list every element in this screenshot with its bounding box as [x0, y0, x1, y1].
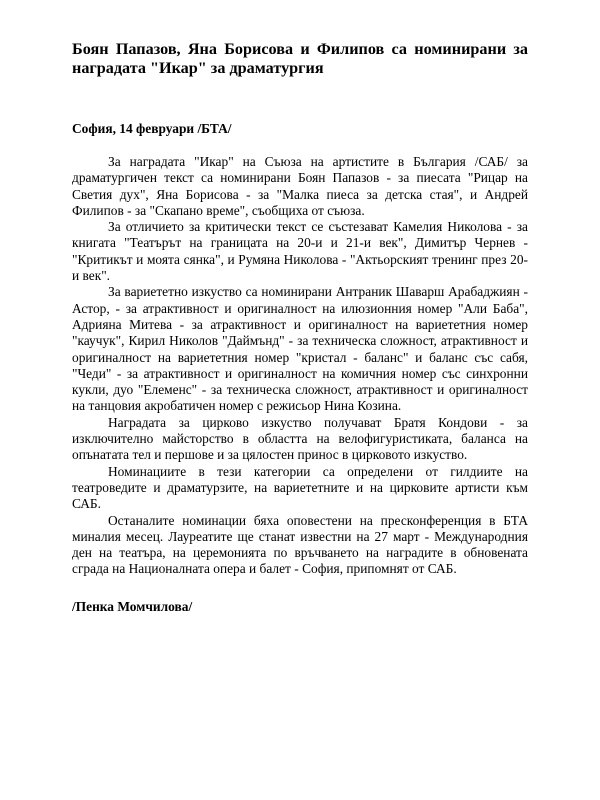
article-paragraph: За отличието за критически текст се състезават Камелия Николова - за книгата "Театърът на границата на 20-и и 21-и век", Димитър Чернев - "Критикът и моята сянка", и Румяна Николова - "Актьорският тренинг през 20-и век".: [72, 219, 528, 284]
article-paragraph: За вариететно изкуство са номинирани Антраник Шаварш Арабаджиян - Астор, - за атрактивност и оригиналност на илюзионния номер "Али Баба", Адрияна Митева - за атрактивност и оригиналност на вариететния номер "каучук", Кирил Николов "Даймънд" - за техническа сложност, атрактивност и оригиналност на вариететния номер "кристал - баланс" и баланс със сабя, "Чеди" - за атрактивност и оригиналност на комичния номер със синхронни кукли, дуо "Елеменс" - за техническа сложност, атрактивност и оригиналност на танцовия акробатичен номер с режисьор Нина Козина.: [72, 284, 528, 414]
article-paragraph: Наградата за цирково изкуство получават Братя Кондови - за изключително майсторство в областта на велофигуристиката, баланса на опънатата тел и першове и за цялостен принос в цирковото изкуство.: [72, 414, 528, 463]
article-paragraph: За наградата "Икар" на Съюза на артистите в България /САБ/ за драматургичен текст са номинирани Боян Папазов - за пиесата "Рицар на Светия дух", Яна Борисова - за "Малка пиеса за детска стая", и Андрей Филипов - за "Скапано време", съобщиха от съюза.: [72, 154, 528, 218]
article-paragraph: Номинациите в тези категории са определени от гилдиите на театроведите и драматурзите, на вариететните и на цирковите артисти към САБ.: [72, 463, 528, 512]
article-paragraph: Останалите номинации бяха оповестени на пресконференция в БТА миналия месец. Лауреатите ще станат известни на 27 март - Международния ден на театъра, на церемонията по връчването на наградите в обновената сграда на Националната опера и балет - София, припомнят от САБ.: [72, 512, 528, 577]
article-author: /Пенка Момчилова/: [72, 598, 193, 614]
article-body: [72, 154, 528, 578]
article-title: Боян Папазов, Яна Борисова и Филипов са номинирани за наградата "Икар" за драматургия: [72, 40, 528, 77]
article-dateline: София, 14 февруари /БТА/: [72, 121, 232, 136]
document-page: [72, 40, 528, 615]
